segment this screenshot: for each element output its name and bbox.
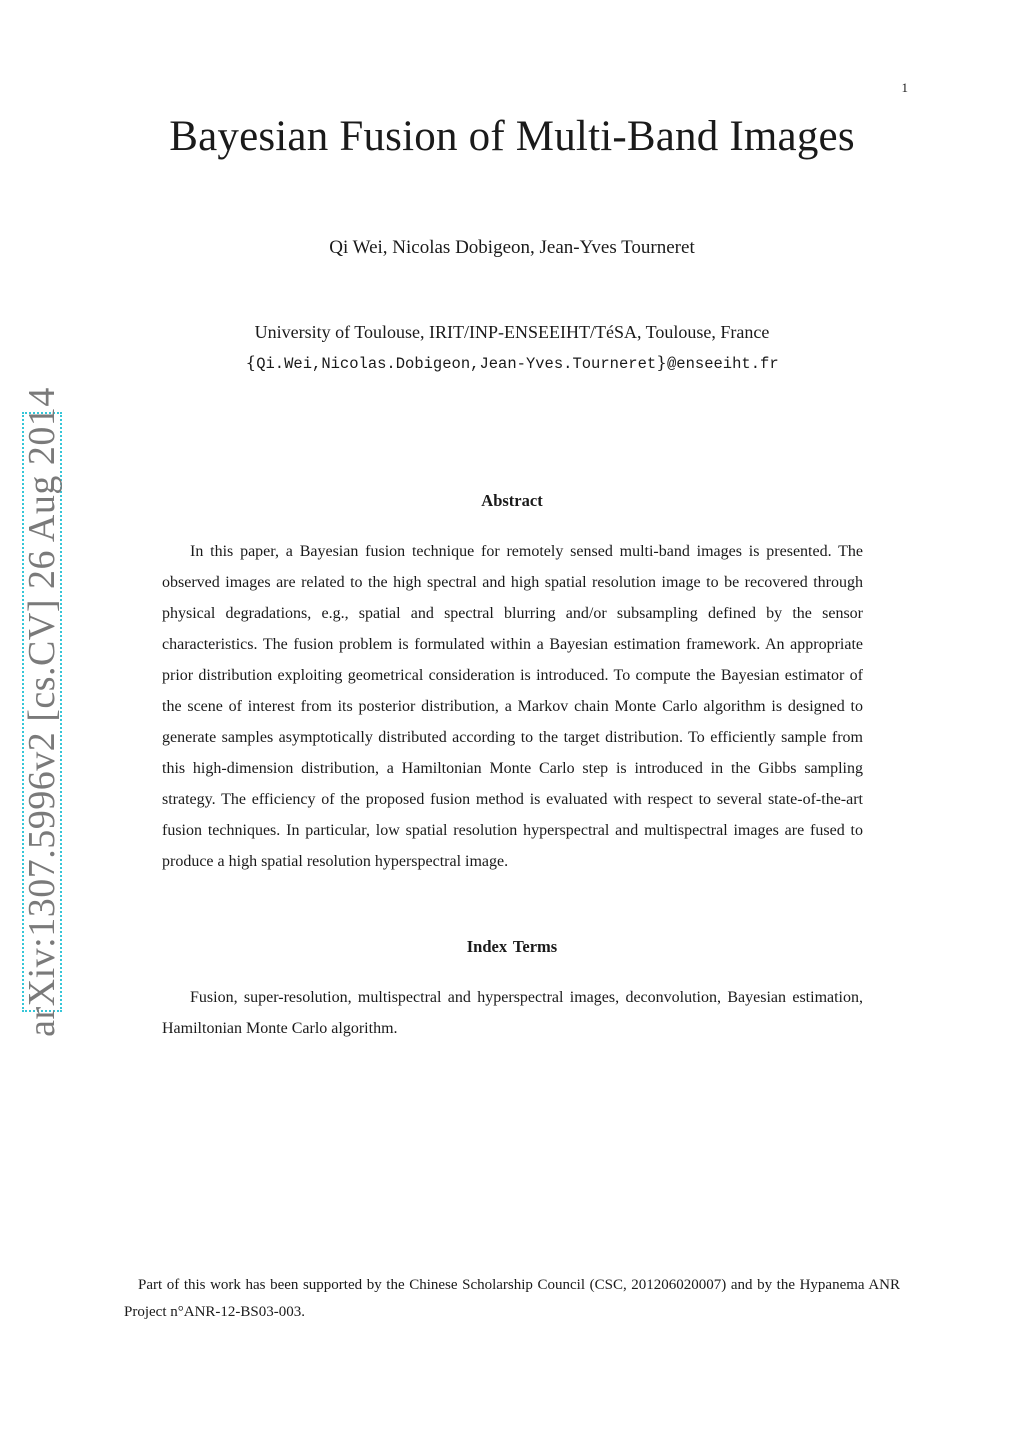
affiliation: University of Toulouse, IRIT/INP-ENSEEIHT/TéSA, Toulouse, France — [254, 322, 770, 342]
author-emails — [0, 353, 1024, 373]
index-terms-heading: Index Terms — [466, 937, 558, 956]
funding-footnote: Part of this work has been supported by the Chinese Scholarship Council (CSC, 201206020007) and by the Hypanema ANR Project n°ANR-12-BS03-003. — [124, 1277, 900, 1320]
abstract-heading: Abstract — [481, 491, 543, 510]
email-open-brace: { — [245, 353, 257, 373]
paper-title: Bayesian Fusion of Multi-Band Images — [169, 113, 855, 160]
abstract-body: In this paper, a Bayesian fusion technique for remotely sensed multi-band images is presented. The observed images are related to the high spectral and high spatial resolution image to be recovered through physical degradations, e.g., spatial and spectral blurring and/or subsampling defined by the sensor characteristics. The fusion problem is formulated within a Bayesian estimation framework. An appropriate prior distribution exploiting geometrical consideration is introduced. To compute the Bayesian estimator of the scene of interest from its posterior distribution, a Markov chain Monte Carlo algorithm is designed to generate samples asymptotically distributed according to the target distribution. To efficiently sample from this high-dimension distribution, a Hamiltonian Monte Carlo step is introduced in the Gibbs sampling strategy. The efficiency of the proposed fusion method is evaluated with respect to several state-of-the-art fusion techniques. In particular, low spatial resolution hyperspectral and multispectral images are fused to produce a high spatial resolution hyperspectral image. — [162, 543, 863, 870]
index-terms-body: Fusion, super-resolution, multispectral and hyperspectral images, deconvolution, Bayesian estimation, Hamiltonian Monte Carlo algorithm. — [162, 989, 863, 1037]
email-close-brace: } — [656, 353, 667, 373]
email-domain: @enseeiht.fr — [667, 355, 779, 373]
email-names: Qi.Wei,Nicolas.Dobigeon,Jean-Yves.Tourneret — [256, 355, 657, 373]
author-list: Qi Wei, Nicolas Dobigeon, Jean-Yves Tourneret — [329, 237, 695, 258]
arxiv-identifier: arXiv:1307.5996v2 [cs.CV] 26 Aug 2014 — [21, 387, 63, 1037]
page-number: 1 — [901, 80, 908, 95]
